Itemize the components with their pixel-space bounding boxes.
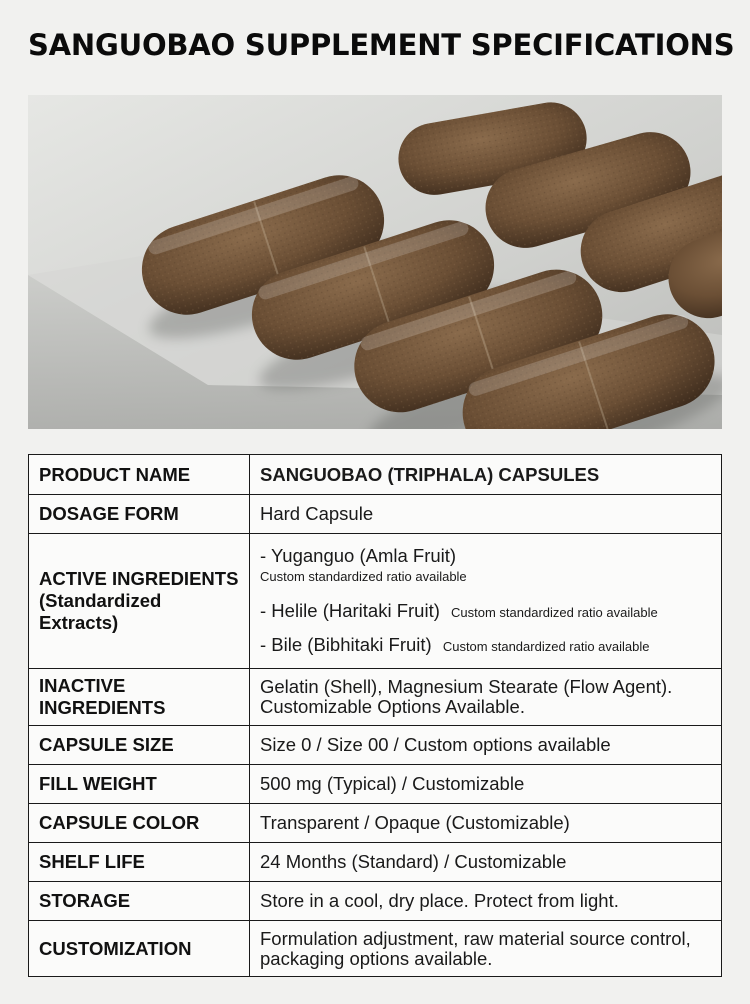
inactive-ingredients-line2: Customizable Options Available.	[260, 696, 525, 717]
ingredient-item	[260, 545, 711, 587]
table-row	[29, 495, 722, 534]
table-row	[29, 921, 722, 977]
table-row	[29, 804, 722, 843]
table-row	[29, 455, 722, 495]
customization-line1: Formulation adjustment, raw material source control,	[260, 927, 691, 949]
ingredient-note: Custom standardized ratio available	[451, 605, 658, 620]
capsules-photo	[28, 95, 722, 429]
table-row	[29, 669, 722, 726]
customization-line2: packaging options available.	[260, 947, 493, 969]
inactive-ingredients-value	[250, 669, 722, 726]
ingredient-note: Custom standardized ratio available	[442, 639, 650, 654]
table-row	[29, 534, 722, 669]
active-ingredients-value	[250, 534, 722, 669]
ingredient-name: - Helile (Haritaki Fruit)	[260, 600, 440, 621]
dosage-form-label: DOSAGE FORM	[29, 495, 250, 534]
fill-weight-value: 500 mg (Typical) / Customizable	[250, 765, 722, 804]
capsule-color-value: Transparent / Opaque (Customizable)	[250, 804, 722, 843]
customization-label: CUSTOMIZATION	[29, 921, 250, 977]
table-row	[29, 726, 722, 765]
specifications-table	[28, 454, 722, 977]
capsule-size-value: Size 0 / Size 00 / Custom options available	[250, 726, 722, 765]
storage-value: Store in a cool, dry place. Protect from light.	[250, 882, 722, 921]
table-row	[29, 882, 722, 921]
inactive-ingredients-line1: Gelatin (Shell), Magnesium Stearate (Flow Agent).	[260, 676, 673, 697]
customization-value	[250, 921, 722, 977]
active-ingredients-label-line1: ACTIVE INGREDIENTS	[39, 568, 239, 589]
table-row	[29, 765, 722, 804]
ingredient-name: - Yuganguo (Amla Fruit)	[260, 545, 457, 566]
shelf-life-value: 24 Months (Standard) / Customizable	[250, 843, 722, 882]
ingredient-note: Custom standardized ratio available	[260, 569, 467, 584]
ingredient-name: - Bile (Bibhitaki Fruit)	[260, 634, 432, 655]
dosage-form-value: Hard Capsule	[250, 495, 722, 534]
product-name-label: PRODUCT NAME	[29, 455, 250, 495]
table-row	[29, 843, 722, 882]
active-ingredients-label	[29, 534, 250, 669]
storage-label: STORAGE	[29, 882, 250, 921]
ingredient-item	[260, 635, 711, 657]
capsule-size-label: CAPSULE SIZE	[29, 726, 250, 765]
capsule-color-label: CAPSULE COLOR	[29, 804, 250, 843]
fill-weight-label: FILL WEIGHT	[29, 765, 250, 804]
active-ingredients-label-line2: (Standardized Extracts)	[39, 590, 162, 633]
page-title: SANGUOBAO SUPPLEMENT SPECIFICATIONS	[28, 28, 735, 62]
product-name-value: SANGUOBAO (TRIPHALA) CAPSULES	[250, 455, 722, 495]
shelf-life-label: SHELF LIFE	[29, 843, 250, 882]
inactive-ingredients-label: INACTIVE INGREDIENTS	[29, 669, 250, 726]
ingredient-item	[260, 601, 711, 623]
capsules-image	[28, 95, 722, 429]
